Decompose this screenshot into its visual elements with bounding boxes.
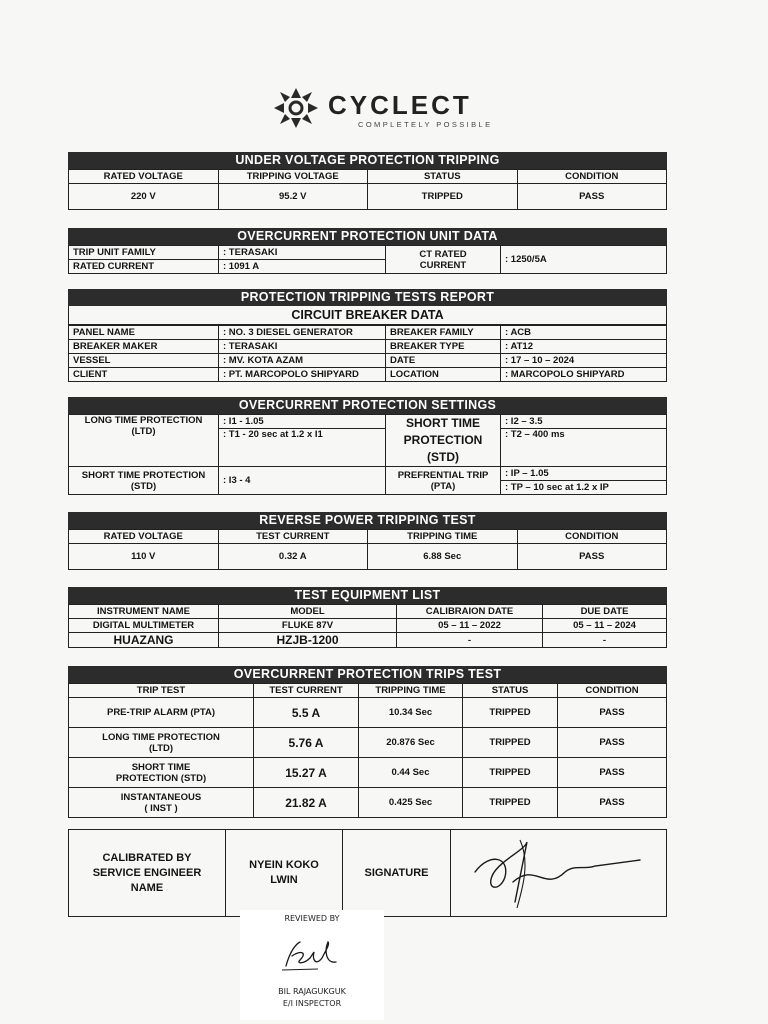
std-label-large (386, 415, 501, 467)
table-cell: PASS (517, 544, 667, 570)
engineer-name-line: NYEIN KOKO (249, 859, 319, 871)
table-cell: VESSEL (69, 354, 219, 368)
trip-test-cell (69, 788, 254, 818)
table-cell: 95.2 V (218, 184, 368, 210)
header-cell: MODEL (219, 605, 397, 619)
engineer-name (226, 830, 343, 917)
test-current-cell: 5.5 A (254, 698, 359, 728)
header-cell: STATUS (368, 170, 518, 184)
calibrated-by-line: CALIBRATED BY (102, 851, 192, 864)
table-row (69, 728, 667, 758)
header-cell: RATED VOLTAGE (69, 530, 219, 544)
table-row (69, 415, 667, 429)
trip-test-cell (69, 758, 254, 788)
test-equipment-section (68, 587, 667, 648)
tripping-time-cell: 20.876 Sec (359, 728, 463, 758)
pta-value: : IP – 1.05 (501, 467, 667, 481)
std2-value: : I3 - 4 (219, 467, 386, 495)
status-cell: TRIPPED (463, 788, 558, 818)
trip-test-line: PROTECTION (STD) (115, 772, 207, 784)
header-cell: TRIPPING TIME (368, 530, 518, 544)
header-cell: TRIP TEST (69, 684, 254, 698)
trip-test-cell (69, 698, 254, 728)
table-cell: : MARCOPOLO SHIPYARD (501, 368, 667, 382)
pta-value: : TP – 10 sec at 1.2 x IP (501, 481, 667, 495)
table-header-row (69, 530, 667, 544)
table-cell: HZJB-1200 (219, 633, 397, 648)
header-cell: CONDITION (517, 170, 667, 184)
trip-test-line: PRE-TRIP ALARM (PTA) (106, 707, 215, 718)
condition-cell: PASS (558, 698, 667, 728)
signoff-table (68, 829, 667, 917)
condition-cell: PASS (558, 728, 667, 758)
table-row (69, 467, 667, 481)
breaker-data-section (68, 289, 667, 382)
table-cell: BREAKER MAKER (69, 340, 219, 354)
status-cell: TRIPPED (463, 728, 558, 758)
section-title: REVERSE POWER TRIPPING TEST (68, 512, 667, 529)
table-row (69, 340, 667, 354)
calibrated-by-line: SERVICE ENGINEER (92, 866, 202, 879)
ltd-label-line: LONG TIME PROTECTION (84, 415, 203, 426)
inspector-role: E/I INSPECTOR (282, 999, 342, 1008)
calibrated-by-label (69, 830, 226, 917)
trips-test-section (68, 666, 667, 818)
std-label-line: (STD) (427, 450, 459, 464)
calibrated-by-line: NAME (130, 881, 164, 894)
cyclect-emblem-icon (270, 84, 322, 132)
table-row (69, 354, 667, 368)
table-cell: DIGITAL MULTIMETER (69, 619, 219, 633)
table-row (69, 633, 667, 648)
overcurrent-settings-section (68, 397, 667, 495)
table-cell: DATE (386, 354, 501, 368)
table-cell: PANEL NAME (69, 326, 219, 340)
under-voltage-section (68, 152, 667, 210)
std2-label (69, 467, 219, 495)
table-cell: : NO. 3 DIESEL GENERATOR (219, 326, 386, 340)
logo-wordmark: CYCLECT (328, 90, 472, 120)
table-cell: 05 – 11 – 2022 (397, 619, 543, 633)
ct-rated-label (386, 246, 501, 274)
breaker-data-table (68, 325, 667, 382)
table-cell: - (543, 633, 667, 648)
trip-test-line: (LTD) (148, 742, 174, 754)
signoff-row (69, 830, 667, 917)
table-cell: : ACB (501, 326, 667, 340)
table-row (69, 246, 667, 260)
overcurrent-unit-table (68, 245, 667, 274)
reverse-power-table (68, 529, 667, 570)
reviewed-by-block (240, 910, 384, 1020)
header-cell: STATUS (463, 684, 558, 698)
ct-rated-label-line: CT RATED (419, 248, 467, 260)
reverse-power-section (68, 512, 667, 570)
table-row (69, 788, 667, 818)
table-row (69, 184, 667, 210)
ct-rated-value: : 1250/5A (501, 246, 667, 274)
test-current-cell: 5.76 A (254, 728, 359, 758)
table-cell: 6.88 Sec (368, 544, 518, 570)
std-value: : T2 – 400 ms (501, 429, 667, 467)
std2-label-line: (STD) (130, 480, 157, 492)
header-cell: DUE DATE (543, 605, 667, 619)
trip-test-line: SHORT TIME (131, 761, 191, 773)
tripping-time-cell: 0.44 Sec (359, 758, 463, 788)
table-cell: 220 V (69, 184, 219, 210)
inspector-signature-icon (278, 936, 348, 976)
table-cell: CLIENT (69, 368, 219, 382)
table-cell: 05 – 11 – 2024 (543, 619, 667, 633)
ltd-label (69, 415, 219, 467)
table-cell: HUAZANG (69, 633, 219, 648)
trip-test-line: INSTANTANEOUS (120, 791, 202, 803)
engineer-signature-icon (455, 832, 655, 912)
status-cell: TRIPPED (463, 698, 558, 728)
section-title: PROTECTION TRIPPING TESTS REPORT (68, 289, 667, 306)
overcurrent-settings-table (68, 414, 667, 495)
section-title: UNDER VOLTAGE PROTECTION TRIPPING (68, 152, 667, 169)
trip-unit-label: TRIP UNIT FAMILY (69, 246, 219, 260)
test-current-cell: 15.27 A (254, 758, 359, 788)
table-cell: PASS (517, 184, 667, 210)
std2-label-line: SHORT TIME PROTECTION (81, 469, 206, 481)
trip-test-cell (69, 728, 254, 758)
table-row (69, 544, 667, 570)
table-cell: BREAKER TYPE (386, 340, 501, 354)
section-title: OVERCURRENT PROTECTION UNIT DATA (68, 228, 667, 245)
signoff-block (68, 829, 667, 917)
table-cell: BREAKER FAMILY (386, 326, 501, 340)
test-current-cell: 21.82 A (254, 788, 359, 818)
table-cell: FLUKE 87V (219, 619, 397, 633)
trip-unit-value: : TERASAKI (219, 246, 386, 260)
signature-cell (451, 830, 667, 917)
pta-label-line: (PTA) (430, 480, 456, 492)
table-header-row (69, 605, 667, 619)
header-cell: INSTRUMENT NAME (69, 605, 219, 619)
tripping-time-cell: 0.425 Sec (359, 788, 463, 818)
table-row (69, 368, 667, 382)
table-header-row (69, 684, 667, 698)
table-row (69, 619, 667, 633)
signature-label: SIGNATURE (343, 830, 451, 917)
std-label-line: PROTECTION (403, 433, 483, 447)
engineer-name-line: LWIN (270, 874, 298, 886)
table-row (69, 698, 667, 728)
section-title: TEST EQUIPMENT LIST (68, 587, 667, 604)
header-cell: CONDITION (558, 684, 667, 698)
section-title: OVERCURRENT PROTECTION TRIPS TEST (68, 666, 667, 683)
section-title: OVERCURRENT PROTECTION SETTINGS (68, 397, 667, 414)
pta-label-line: PREFRENTIAL TRIP (397, 469, 489, 481)
table-header-row (69, 170, 667, 184)
trips-test-table (68, 683, 667, 818)
header-cell: CALIBRAION DATE (397, 605, 543, 619)
ltd-value: : I1 - 1.05 (219, 415, 386, 429)
overcurrent-unit-section (68, 228, 667, 274)
table-cell: 0.32 A (218, 544, 368, 570)
header-cell: TRIPPING TIME (359, 684, 463, 698)
header-cell: RATED VOLTAGE (69, 170, 219, 184)
condition-cell: PASS (558, 788, 667, 818)
condition-cell: PASS (558, 758, 667, 788)
header-cell: TRIPPING VOLTAGE (218, 170, 368, 184)
status-cell: TRIPPED (463, 758, 558, 788)
table-row (69, 758, 667, 788)
header-cell: TEST CURRENT (254, 684, 359, 698)
trip-test-line: LONG TIME PROTECTION (102, 731, 220, 743)
std-label-line: SHORT TIME (406, 416, 480, 430)
company-logo (270, 84, 500, 136)
ct-rated-label-line: CURRENT (419, 259, 467, 271)
table-cell: TRIPPED (368, 184, 518, 210)
inspector-name-block (240, 986, 384, 1010)
table-cell: : AT12 (501, 340, 667, 354)
tripping-time-cell: 10.34 Sec (359, 698, 463, 728)
table-cell: : PT. MARCOPOLO SHIPYARD (219, 368, 386, 382)
rated-current-value: : 1091 A (219, 260, 386, 274)
table-row (69, 326, 667, 340)
test-equipment-table (68, 604, 667, 648)
header-cell: TEST CURRENT (218, 530, 368, 544)
reviewed-by-label: REVIEWED BY (284, 914, 340, 923)
std-value: : I2 – 3.5 (501, 415, 667, 429)
logo-tagline: COMPLETELY POSSIBLE (358, 120, 493, 129)
pta-label (386, 467, 501, 495)
section-subtitle: CIRCUIT BREAKER DATA (68, 306, 667, 325)
table-cell: - (397, 633, 543, 648)
table-cell: : TERASAKI (219, 340, 386, 354)
table-cell: LOCATION (386, 368, 501, 382)
trip-test-line: ( INST ) (144, 802, 178, 814)
header-cell: CONDITION (517, 530, 667, 544)
ltd-value: : T1 - 20 sec at 1.2 x I1 (219, 429, 386, 467)
under-voltage-table (68, 169, 667, 210)
table-cell: : 17 – 10 – 2024 (501, 354, 667, 368)
inspector-name: BIL RAJAGUKGUK (278, 987, 346, 996)
table-cell: 110 V (69, 544, 219, 570)
table-cell: : MV. KOTA AZAM (219, 354, 386, 368)
rated-current-label: RATED CURRENT (69, 260, 219, 274)
ltd-label-line: (LTD) (131, 426, 156, 437)
